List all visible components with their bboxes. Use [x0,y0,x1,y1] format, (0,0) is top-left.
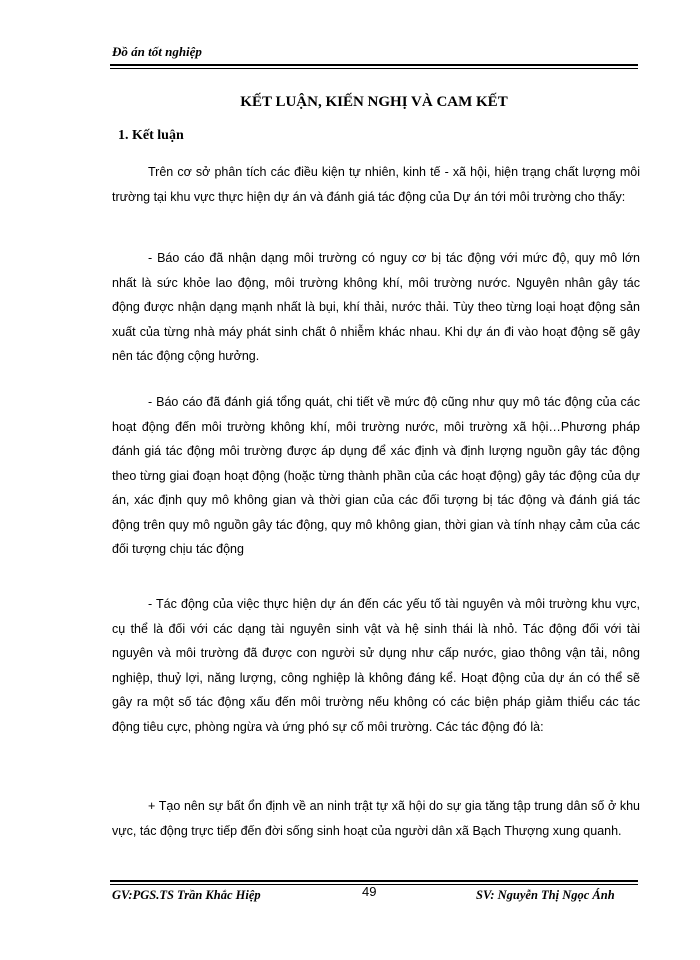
document-header-title: Đồ án tốt nghiệp [112,44,202,59]
paragraph-assessment: - Báo cáo đã đánh giá tổng quát, chi tiết về mức độ cũng như quy mô tác động của các hoạt động đến môi trường không khí, môi trường nước, môi trường xã hội…Phương pháp đánh giá tác động môi trường được áp dụng để xác định và định lượng nguồn gây tác động theo từng giai đoạn hoạt động (hoặc từng thành phần của các hoạt động) gây tác động của dự án, xác định quy mô không gian và thời gian của các đối tượng bị tác động và đánh giá tác động trên quy mô nguồn gây tác động, quy mô không gian, thời gian và tính nhạy cảm của các đối tượng chịu tác động [112,395,640,556]
footer-rule-thick [110,880,638,882]
page-number: 49 [362,884,377,899]
header-rule-thick [110,64,638,66]
header-rule-thin [110,68,638,69]
paragraph-impacts: - Tác động của việc thực hiện dự án đến các yếu tố tài nguyên và môi trường khu vực, cụ thể là đối với các dạng tài nguyên sinh vật và hệ sinh thái là nhỏ. Tác động đối với tài nguyên và môi trường đã được con người sử dụng như cấp nước, giao thông vận tải, nông nghiệp, thuỷ lợi, năng lượng, công nghiệp là không đáng kể. Hoạt động của dự án có thể sẽ gây ra một số tác động xấu đến môi trường nếu không có các biện pháp giảm thiểu các tác động tiêu cực, phòng ngừa và ứng phó sự cố môi trường. Các tác động đó là: [112,597,640,734]
paragraph-intro: Trên cơ sở phân tích các điều kiện tự nhiên, kinh tế - xã hội, hiện trạng chất lượng môi trường tại khu vực thực hiện dự án và đánh giá tác động của Dự án tới môi trường cho thấy: [112,165,640,204]
section-heading: 1. Kết luận [118,128,184,143]
page-title: KẾT LUẬN, KIẾN NGHỊ VÀ CAM KẾT [240,94,508,110]
footer-student: SV: Nguyễn Thị Ngọc Ánh [476,888,615,902]
paragraph-social-impact: + Tạo nên sự bất ổn định về an ninh trật tự xã hội do sự gia tăng tập trung dân số ở khu vực, tác động trực tiếp đến đời sống sinh hoạt của người dân xã Bạch Thượng xung quanh. [112,799,640,838]
footer-supervisor: GV:PGS.TS Trần Khắc Hiệp [112,888,261,902]
paragraph-identification: - Báo cáo đã nhận dạng môi trường có nguy cơ bị tác động với mức độ, quy mô lớn nhất là sức khỏe lao động, môi trường không khí, môi trường nước. Nguyên nhân gây tác động được nhận dạng mạnh nhất là bụi, khí thải, nước thải. Tùy theo từng loại hoạt động sản xuất của từng nhà máy phát sinh chất ô nhiễm khác nhau. Khi dự án đi vào hoạt động sẽ gây nên tác động cộng hưởng. [112,251,640,363]
